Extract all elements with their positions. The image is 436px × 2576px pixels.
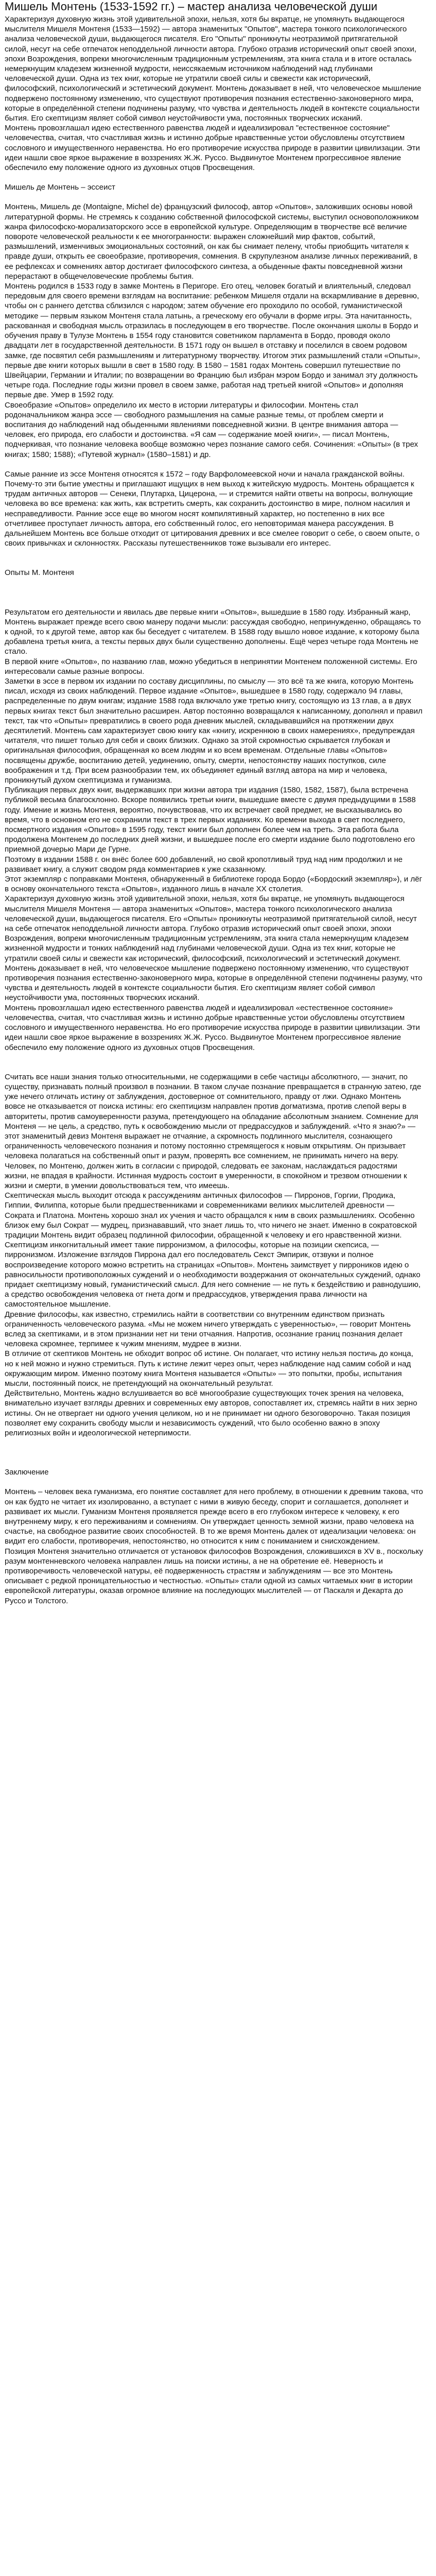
- spacer: [5, 1438, 423, 1467]
- spacer: [5, 173, 423, 182]
- paragraph: Древние философы, как известно, стремились найти в соответствии со внутренним единством признать ограниченность человеческого разума. «Мы не можем ничего утверждать с уверенностью», — говорит Монтень вслед за скептиками, и в этом признании нет ни тени отчаяния. Напротив, осознание границ познания делает человека скромнее, терпимее к чужим мнениям, мудрее в жизни.: [5, 1310, 411, 1349]
- section-essayist: [5, 182, 423, 548]
- paragraph: Считать все наши знания только относительными, не содержащими в себе частицы абсолютного, — значит, по существу, признавать полный произвол в познании. В таком случае познание превращается в странную затею, где уже нечего отличать истину от заблуждения, достоверное от сомнительного, правду от лжи. Однако Монтень вовсе не отказывается от поиска истины: его скептицизм направлен против догматизма, против слепой веры в авторитеты, против самоуверенности разума, претендующего на обладание абсолютным знанием. Сомнение для Монтеня — не цель, а средство, путь к освобождению мысли от предрассудков и заблуждений. «Что я знаю?» — этот знаменитый девиз Монтеня выражает не отчаяние, а скромность подлинного мыслителя, сознающего ограниченность человеческого познания и потому постоянно стремящегося к новым открытиям. Он призывает человека полагаться на собственный опыт и разум, проверять все сомнением, не принимать ничего на веру. Человек, по Монтеню, должен жить в согласии с природой, следовать ее законам, наслаждаться радостями жизни, не впадая в крайности. Истинная мудрость состоит в умеренности, в спокойном и трезвом отношении к жизни и смерти, в умении довольствоваться тем, что имеешь.: [5, 1072, 422, 1190]
- spacer: [5, 192, 423, 202]
- spacer: [5, 1477, 423, 1487]
- paragraph: Монтень провозглашал идею естественного равенства людей и идеализировал "естественное состояние" человечества, считая, что счастливая жизнь и истинно добрые нравственные устои обусловлены отсутствием сословного и имущественного неравенства. Но его противоречие искусства природе в развитии цивилизации. Эти идеи нашли свое яркое выражение в воззрениях Ж.Ж. Руссо. Выдвинутое Монтенем прогрессивное явление обеспечило ему положение одного из духовных отцов Просвещения.: [5, 124, 420, 173]
- section-heading: Заключение: [5, 1468, 49, 1477]
- spacer: [5, 1053, 423, 1072]
- section-intro: [5, 14, 423, 173]
- paragraph: Действительно, Монтень жадно вслушивается во всё многообразие существующих точек зрения на человека, внимательно изучает взгляды древних и современных ему авторов, сопоставляет их, стремясь найти в них зерно истины. Он не отвергает ни одного учения целиком, но и не принимает ни одного безоговорочно. Такая позиция позволяет ему сохранить свободу мысли и независимость суждений, что было особенно важно в эпоху религиозных войн и идеологической нетерпимости.: [5, 1389, 417, 1438]
- paragraph: Скептическая мысль выходит отсюда к рассуждениям античных философов — Пирронов, Горгии, Продика, Гиппии, Филиппа, которые были предшественниками и современниками великих мыслителей древности — Сократа и Платона. Монтень хорошо знал их учения и часто обращался к ним в своих размышлениях. Особенно близок ему был Сократ — мудрец, признававший, что знает лишь то, что ничего не знает. Именно в сократовской традиции Монтень видит образец подлинной философии, обращенной к человеку и его нравственной жизни.: [5, 1191, 417, 1240]
- paragraph: В отличие от скептиков Монтень не обходит вопрос об истине. Он полагает, что истину нельзя постичь до конца, но к ней можно и нужно стремиться. Путь к истине лежит через опыт, через наблюдение над самим собой и над окружающим миром. Именно поэтому книга Монтеня называется «Опыты» — это попытки, пробы, испытания мысли, постоянный поиск, не претендующий на окончательный результат.: [5, 1349, 413, 1388]
- paragraph: Своеобразие «Опытов» определило их место в истории литературы и философии. Монтень стал родоначальником жанра эссе — свободного размышления на самые разные темы, от проблем смерти и воспитания до наблюдений над обыденными явлениями повседневной жизни. В центре внимания автора — человек, его природа, его слабости и достоинства. «Я сам — содержание моей книги», — писал Монтень, подчеркивая, что познание человека вообще возможно через познание самого себя. Сочинения: «Опыты» (в трех книгах; 1580; 1588); «Путевой журнал» (1580–1581) и др.: [5, 400, 418, 459]
- paragraph: Публикация первых двух книг, выдержавших при жизни автора три издания (1580, 1582, 1587), была встречена публикой весьма благосклонно. Вскоре появились третьи книги, вышедшие вместе с двумя предыдущими в 1588 году. Имение и жизнь Монтеня, вероятно, почувствовав, что их встречает свой предмет, не высказывались во время, что в основном его не сохранили текст в трех первых изданиях. Ко времени выхода в свет последнего, посмертного издания «Опытов» в 1595 году, текст книги был дополнен более чем на треть. Эта работа была продолжена Монтенем до последних дней жизни, и вышедшее после его смерти издание было подготовлено его приемной дочерью Мари де Гурне.: [5, 786, 416, 854]
- paragraph: Результатом его деятельности и явилась две первые книги «Опытов», вышедшие в 1580 году. Избранный жанр, Монтень выражает прежде всего свою манеру подачи мысли: рассуждая свободно, непринужденно, обращаясь то к одной, то к другой теме, автор как бы беседует с читателем. В 1588 году вышло новое издание, к которому была добавлена третья книга, а тексты первых двух были существенно дополнены. Ещё через четыре года Монтень не стало.: [5, 607, 421, 656]
- section-essays: [5, 568, 423, 1438]
- section-heading: Мишель де Монтень – эссеист: [5, 183, 115, 192]
- paragraph: Монтень родился в 1533 году в замке Монтень в Перигоре. Его отец, человек богатый и влиятельный, следовал передовым для своего времени взглядам на воспитание: ребенком Мишеля отдали на вскармливание в деревню, чтобы он с раннего детства сблизился с народом; затем обучение его проходило по особой, гуманистической методике — первым языком Монтеня стала латынь, а греческому его обучали в форме игры. Эта начитанность, раскованная и свободная мысль отразилась в последующем в его творчестве. После окончания школы в Бордо и обучения праву в Тулузе Монтень в 1554 году становится советником парламента в Бордо, проводя около двадцати лет в государственной деятельности. В 1571 году он вышел в отставку и поселился в своем родовом замке, где посвятил себя размышлениям и литературному творчеству. Итогом этих размышлений стали «Опыты», первые две книги которых вышли в свет в 1580 году. В 1580 – 1581 годах Монтень совершил путешествие по Швейцарии, Германии и Италии; по возвращении во Францию был избран мэром Бордо и занимал эту должность четыре года. Последние годы жизни провел в своем замке, работая над третьей книгой «Опытов» и дополняя первые две. Умер в 1592 году.: [5, 282, 421, 400]
- section-conclusion: [5, 1467, 423, 1606]
- paragraph: Монтень, Мишель де (Montaigne, Michel de) французский философ, автор «Опытов», заложивших основы новой литературной формы. Не стремясь к созданию собственной философской системы, выступил основоположником жанра философско-морализаторского эссе в европейской культуре. Определяющим в творчестве всё величие повороте человеческой реальности к ее многогранности: выражен сложнейший мир фактов, событий, размышлений, изменчивых эмоциональных состояний, он как бы снимает пелену, чтобы приобщить читателя к правде души, открыть ее своеобразие, противоречия, сомнения. В скрупулезном анализе личных переживаний, в ее рефлексах и сомнениях автор достигает философского синтеза, а обыденные факты повседневной жизни перерастают в общечеловеческие проблемы бытия.: [5, 202, 419, 281]
- spacer: [5, 460, 423, 469]
- spacer: [5, 548, 423, 568]
- page-title: Мишель Монтень (1533-1592 гг.) – мастер анализа человеческой души: [5, 0, 378, 13]
- paragraph: Поэтому в издании 1588 г. он внёс более 600 добавлений, но свой кропотливый труд над ним продолжил и не развивает книгу, а служит сводом ряда комментариев к уже сказанному.: [5, 855, 403, 874]
- paragraph: Монтень – человек века гуманизма, его понятие составляет для него проблему, в отношении к древним такова, что он как будто не читает их изолированно, а вступает с ними в живую беседу, спорит и соглашается, дополняет и развивает их мысли. Гуманизм Монтеня проявляется прежде всего в его глубоком интересе к человеку, к его внутреннему миру, к его переживаниям и сомнениям. Он утверждает ценность земной жизни, право человека на счастье, на свободное развитие своих способностей. В то же время Монтень далек от идеализации человека: он видит его слабости, противоречия, непостоянство, но относится к ним с пониманием и снисхождением.: [5, 1487, 423, 1546]
- paragraph: В первой книге «Опытов», по названию глав, можно убедиться в непринятии Монтенем положенной системы. Его интересовали самые разные вопросы.: [5, 657, 417, 676]
- paragraph: Заметки в эссе в первом их издании по составу дисциплины, по смыслу — это всё та же книга, которую Монтень писал, исходя из своих наблюдений. Первое издание «Опытов», вышедшее в 1580 году, содержало 94 главы, распределенные по двум книгам; издание 1588 года включало уже третью книгу, состоящую из 13 глав, а в двух первых книгах текст был значительно расширен. Автор постоянно возвращался к написанному, дополнял и правил текст, так что «Опыты» превратились в своего рода дневник мыслей, складывавшийся на протяжении двух десятилетий. Монтень сам характеризует свою книгу как «книгу, искреннюю в своих намерениях», предупреждая читателя, что пишет только для себя и своих близких. Однако за этой скромностью скрывается глубокая и оригинальная философия, обращенная ко всем людям и ко всем временам. Отдельные главы «Опытов» посвящены дружбе, воспитанию детей, уединению, опыту, смерти, непостоянству наших поступков, силе воображения и т.д. При всем разнообразии тем, их объединяет единый взгляд автора на мир и человека, проникнутый духом скептицизма и гуманизма.: [5, 676, 423, 785]
- paragraph: Монтень провозглашал идею естественного равенства людей и идеализировал «естественное состояние» человечества, считая, что счастливая жизнь и истинно добрые нравственные устои обусловлены отсутствием сословного и имущественного неравенства. Но его противоречие искусства природе в развитии цивилизации. Эти идеи нашли свое яркое выражение в воззрениях Ж.Ж. Руссо. Выдвинутое Монтенем прогрессивное явление обеспечило ему положение одного из духовных отцов Просвещения.: [5, 1003, 420, 1052]
- paragraph: Скептицизм инкогнитальный имеет такие пирронизмом, а философы, которые на позиции скепсиса, — пирронизмом. Изложение взглядов Пиррона дал его последователь Секст Эмпирик, отзвуки и полное воспроизведение которого можно встретить на страницах «Опытов». Монтень заимствует у пирроников идею о равносильности противоположных суждений и о необходимости воздержания от окончательных суждений, однако придает скептицизму новый, гуманистический смысл. Для него сомнение — не путь к бездействию и равнодушию, а средство освобождения человека от гнета догм и предрассудков, утверждения права личности на самостоятельное мышление.: [5, 1241, 421, 1309]
- spacer: [5, 578, 423, 607]
- paragraph: Характеризуя духовную жизнь этой удивительной эпохи, нельзя, хотя бы вкратце, не упомянуть выдающегося мыслителя Мишеля Монтеня — автора знаменитых «Опытов», мастера тонкого психологического анализа человеческой души, выдающегося писателя. Его «Опыты» проникнуты неотразимой притягательной силой, несут на себе отпечаток неподдельной личности автора. Глубоко отразив исторический опыт своей эпохи, эпохи Возрождения, вопреки многочисленным традиционным устремлениям, эта книга стала немеркнущим кладезем жизненной мудрости и тонких наблюдений над глубинами человеческой души. Одна из тех книг, которые не утратили своей силы и свежести как исторический, философский, психологический и эстетический документ. Монтень доказывает в ней, что человеческое мышление подвержено постоянному изменению, что существуют противоречия познания естественно-законоверного мира, которые в определённой степени подчинены разуму, что чувства и деятельность людей в контексте социальности бытия. Его скептицизм являет собой символ неустойчивости ума, постоянных творческих исканий.: [5, 894, 423, 1003]
- section-heading: Опыты М. Монтеня: [5, 568, 74, 578]
- paragraph: Характеризуя духовную жизнь этой удивительной эпохи, нельзя, хотя бы вкратце, не упомянуть выдающегося мыслителя Мишеля Монтеня (1533—1592) — автора знаменитых "Опытов", мастера тонкого психологического анализа человеческой души, выдающегося писателя. Его "Опыты" проникнуты неотразимой притягательной силой, несут на себе отпечаток неподдельной личности автора. Глубоко отразив исторический опыт своей эпохи, эпохи Возрождения, вопреки многочисленным традиционным устремлениям, эта книга стала и в итоге осталась немеркнущим кладезем жизненной мудрости, неиссякаемым источником наблюдений над глубинами человеческой души. Одна из тех книг, которые не утратили своей силы и свежести как исторический, философский, психологический и эстетический документ. Монтень доказывает в ней, что человеческое мышление подвержено постоянному изменению, что существуют противоречия познания естественно-законоверного мира, которые в определённой степени подчинены разуму, что чувства и деятельность людей в контексте социальности бытия. Его скептицизм являет собой символ неустойчивости ума, постоянных творческих исканий.: [5, 15, 422, 123]
- paragraph: Самые ранние из эссе Монтеня относятся к 1572 – году Варфоломеевской ночи и начала гражданской войны. Почему-то эти бытие уместны и приглашают ищущих в нем выход к житейскую мудрость. Монтень обращается к трудам античных авторов — Сенеки, Плутарха, Цицерона, — и стремится найти ответы на вопросы, волнующие человека во все времена: как жить, как встретить смерть, как сохранить достоинство в мире, полном насилия и несправедливости. Ранние эссе еще во многом носят компилятивный характер, но постепенно в них все отчетливее проступает личность автора, его собственный голос, его неповторимая манера рассуждения. В дальнейшем Монтень все больше отходит от цитирования древних и все смелее говорит о себе, о своем опыте, о своих привычках и склонностях. Рассказы путешественников тоже вызывали его интерес.: [5, 469, 420, 548]
- paragraph: Этот экземпляр с поправками Монтеня, обнаруженный в библиотеке города Бордо («Бордоский экземпляр»), и лёг в основу окончательного текста «Опытов», изданного лишь в начале XX столетия.: [5, 875, 423, 894]
- paragraph: Позиция Монтеня значительно отличается от установок философов Возрождения, сложившихся в XV в., поскольку разум монтенневского человека направлен лишь на поиски истины, а не на обретение её. Неверность и противоречивость человеческой натуры, её подверженность страстям и заблуждениям — все это Монтень описывает с редкой проницательностью и честностью. «Опыты» стали одной из самых читаемых книг в истории европейской литературы, оказав огромное влияние на последующих мыслителей — от Паскаля и Декарта до Руссо и Толстого.: [5, 1547, 423, 1605]
